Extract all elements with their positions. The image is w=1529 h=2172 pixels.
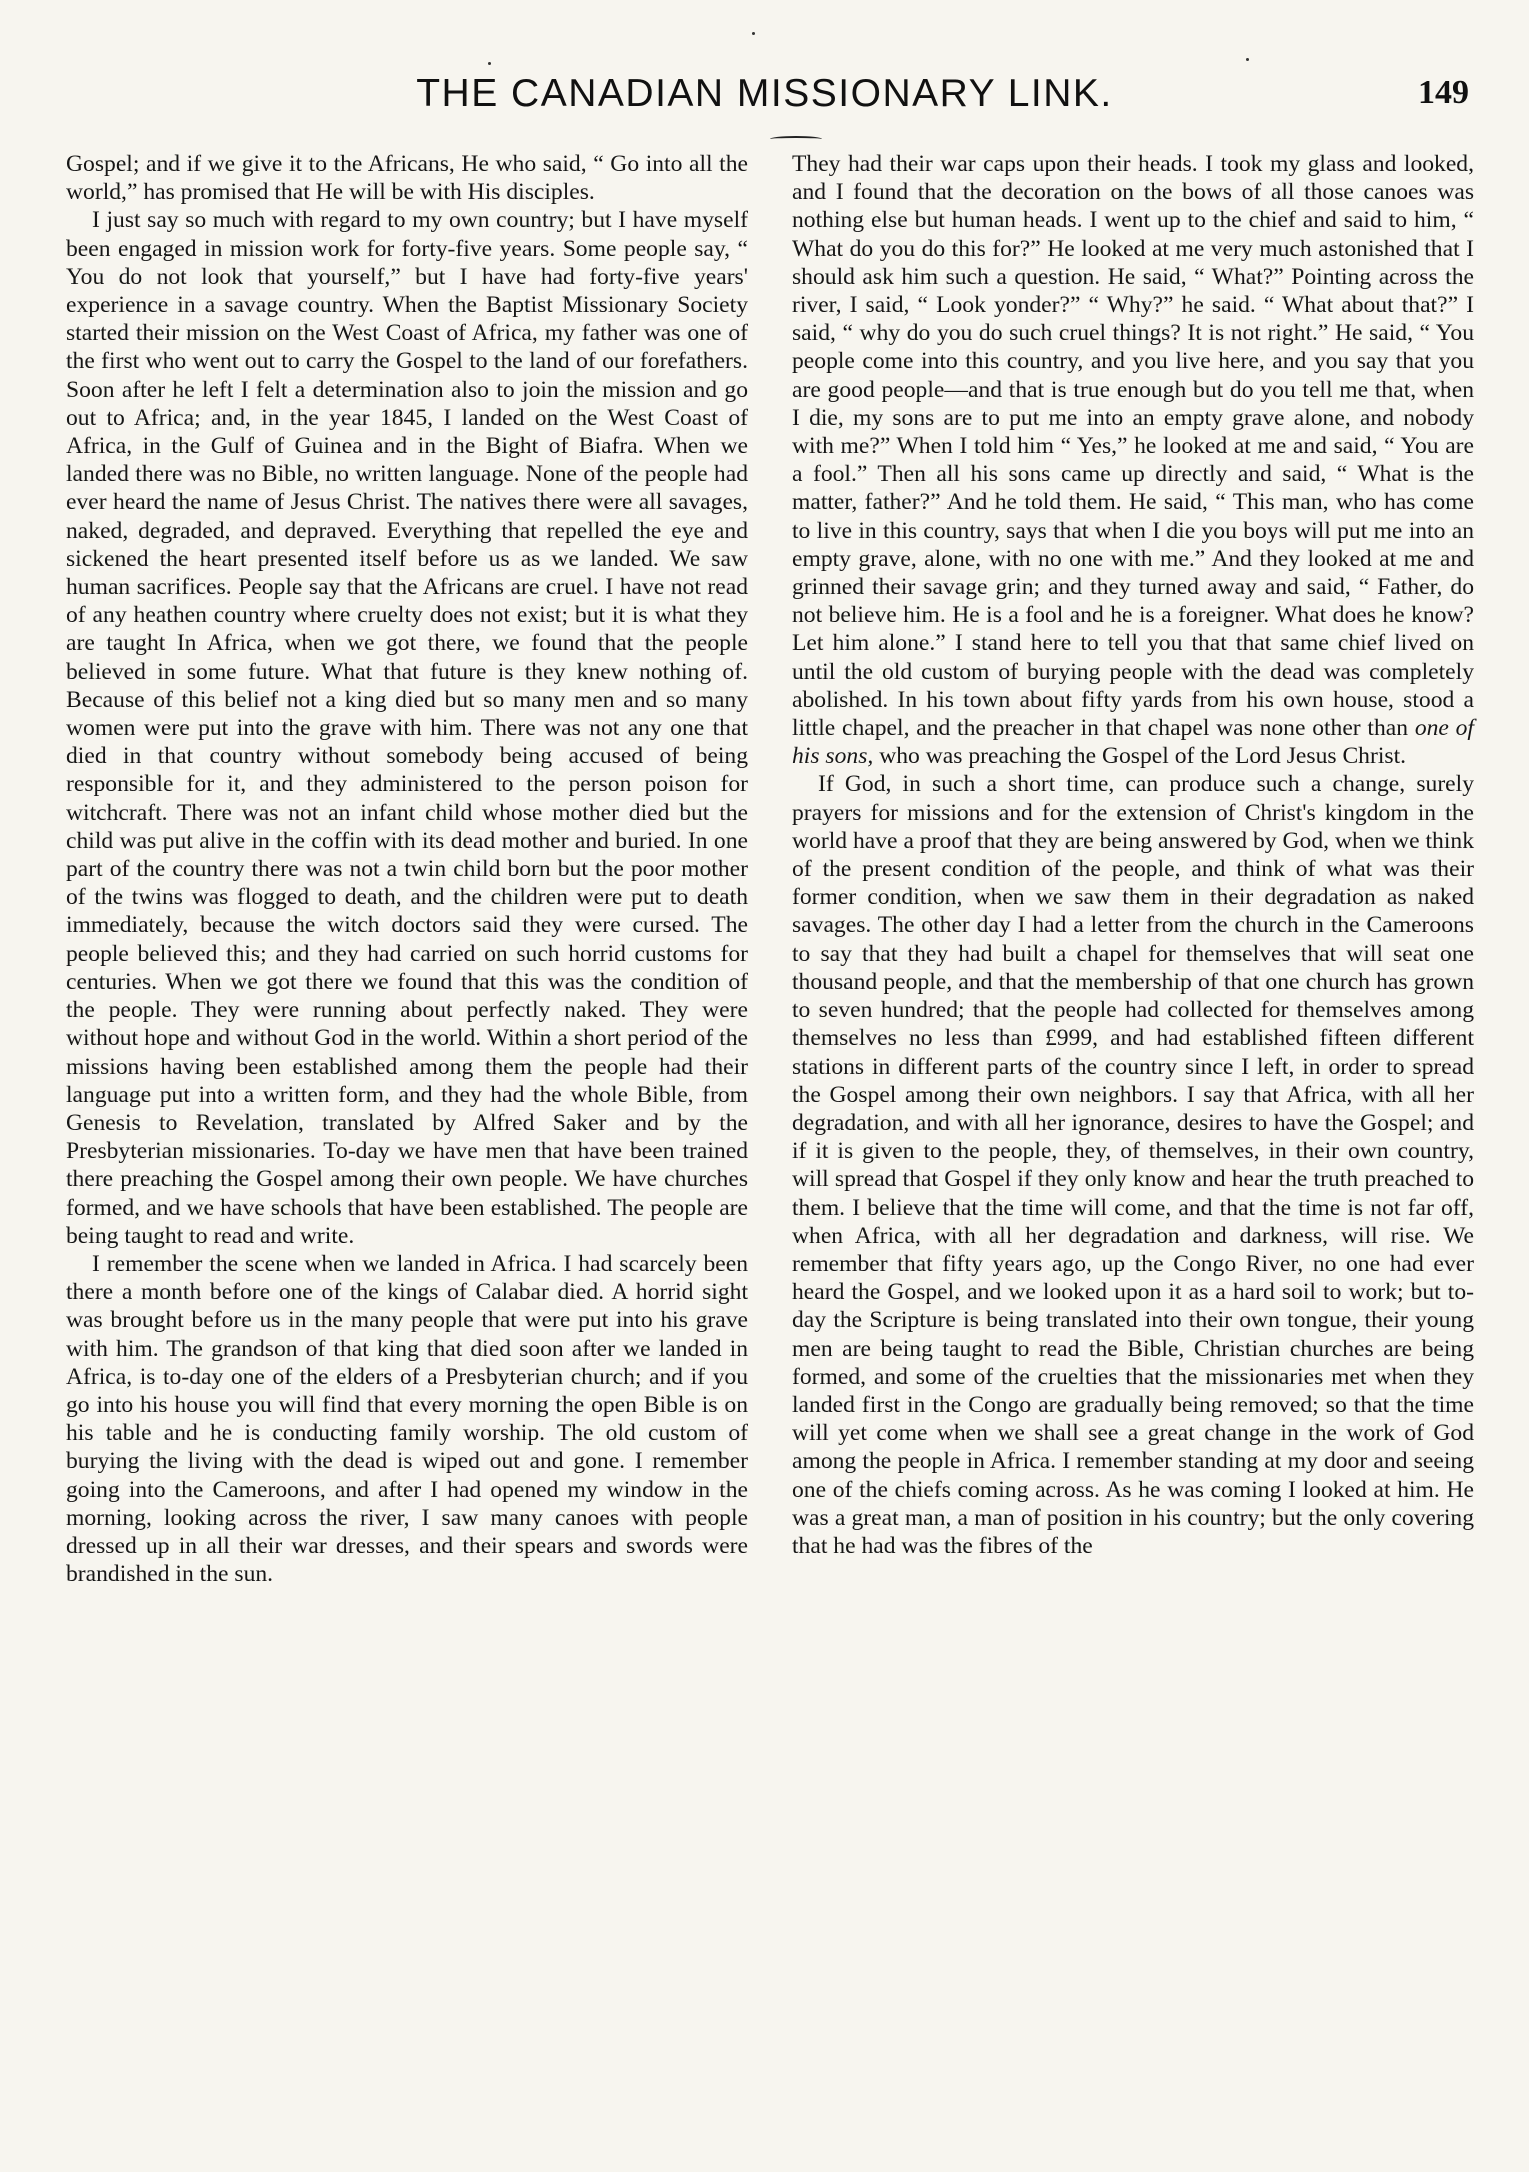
paragraph: Gospel; and if we give it to the Africans, He who said, “ Go into all the world,” has promised that He will be with His disciples.: [66, 151, 748, 206]
page-number: 149: [1418, 74, 1469, 111]
print-speck: [1246, 58, 1249, 61]
periodical-title: THE CANADIAN MISSIONARY LINK.: [416, 72, 1113, 115]
header-ornament: [770, 136, 822, 142]
print-speck: [488, 62, 491, 65]
paragraph: I remember the scene when we landed in Africa. I had scarcely been there a month before one of the kings of Calabar died. A horrid sight was brought before us in the many people that were put into his grave with him. The grandson of that king that died soon after we landed in Africa, is to-day one of the elders of a Presbyterian church; and if you go into his house you will find that every morning the open Bible is on his table and he is conducting family worship. The old custom of burying the living with the dead is wiped out and gone. I remember going into the Cameroons, and after I had opened my window in the morning, looking across the river, I saw many canoes with people dressed up in all their war dresses, and their spears and swords were brandished in the sun.: [66, 1250, 748, 1588]
paragraph: I just say so much with regard to my own country; but I have myself been engaged in mission work for forty-five years. Some people say, “ You do not look that yourself,” but I have had forty-five years' experience in a savage country. When the Baptist Missionary Society started their mission on the West Coast of Africa, my father was one of the first who went out to carry the Gospel to the land of our forefathers. Soon after he left I felt a determination also to join the mission and go out to Africa; and, in the year 1845, I landed on the West Coast of Africa, in the Gulf of Guinea and in the Bight of Biafra. When we landed there was no Bible, no written language. None of the people had ever heard the name of Jesus Christ. The natives there were all savages, naked, degraded, and depraved. Everything that repelled the eye and sickened the heart presented itself before us as we landed. We saw human sacrifices. People say that the Africans are cruel. I have not read of any heathen country where cruelty does not exist; but it is what they are taught In Africa, when we got there, we found that the people believed in some future. What that future is they knew nothing of. Because of this belief not a king died but so many men and so many women were put into the grave with him. There was not any one that died in that country without somebody being accused of being responsible for it, and they administered to the person poison for witchcraft. There was not an infant child whose mother died but the child was put alive in the coffin with its dead mother and buried. In one part of the country there was not a twin child born but the poor mother of the twins was flogged to death, and the children were put to death immediately, because the witch doctors said they were cursed. The people believed this; and they had carried on such horrid customs for centuries. When we got there we found that this was the condition of the people. They were running about perfectly naked. They were without hope and without God in the world. Within a short period of the missions having been established among them the people had their language put into a written form, and they had the whole Bible, from Genesis to Revelation, translated by Alfred Saker and by the Presbyterian missionaries. To-day we have men that have been trained there preaching the Gospel among their own people. We have churches formed, and we have schools that have been established. The people are being taught to read and write.: [66, 207, 748, 1249]
right-column: [792, 150, 1474, 2140]
paragraph-text: They had their war caps upon their heads. I took my glass and looked, and I found that the decoration on the bows of all those canoes was nothing else but human heads. I went up to the chief and said to him, “ What do you do this for?” He looked at me very much astonished that I should ask him such a question. He said, “ What?” Pointing across the river, I said, “ Look yonder?” “ Why?” he said. “ What about that?” I said, “ why do you do such cruel things? It is not right.” He said, “ You people come into this country, and you live here, and you say that you are good people—and that is true enough but do you tell me that, when I die, my sons are to put me into an empty grave alone, and nobody with me?” When I told him “ Yes,” he looked at me and said, “ You are a fool.” Then all his sons came up directly and said, “ What is the matter, father?” And he told them. He said, “ This man, who has come to live in this country, says that when I die you boys will put me into an empty grave, alone, with no one with me.” And they looked at me and grinned their savage grin; and they turned away and said, “ Father, do not believe him. He is a fool and he is a foreigner. What does he know? Let him alone.” I stand here to tell you that that same chief lived on until the old custom of burying people with the dead was completely abolished. In his town about fifty yards from his own house, stood a little chapel, and the preacher in that chapel was none other than: [792, 151, 1474, 742]
print-speck: [752, 32, 755, 35]
paragraph: [792, 150, 1474, 770]
italic-phrase: one of his sons,: [792, 715, 1474, 770]
paragraph-text: who was preaching the Gospel of the Lord Jesus Christ.: [879, 743, 1407, 770]
left-column: [66, 150, 748, 2140]
page-header: [0, 66, 1529, 126]
paragraph: If God, in such a short time, can produce such a change, surely prayers for missions and for the extension of Christ's kingdom in the world have a proof that they are being answered by God, when we think of the present condition of the people, and think of what was their former condition, when we saw them in their degradation as naked savages. The other day I had a letter from the church in the Cameroons to say that they had built a chapel for themselves that will seat one thousand people, and that the membership of that one church has grown to seven hundred; that the people had collected for themselves among themselves no less than £999, and had established fifteen different stations in different parts of the country since I left, in order to spread the Gospel among their own neighbors. I say that Africa, with all her degradation, and with all her ignorance, desires to have the Gospel; and if it is given to the people, they, of themselves, in their own country, will spread that Gospel if they only know and hear the truth preached to them. I believe that the time will come, and that the time is not far off, when Africa, with all her degradation and darkness, will rise. We remember that fifty years ago, up the Congo River, no one had ever heard the Gospel, and we looked upon it as a hard soil to work; but to-day the Scripture is being translated into their own tongue, their young men are being taught to read the Bible, Christian churches are being formed, and some of the cruelties that the missionaries met when they landed first in the Congo are gradually being removed; so that the time will yet come when we shall see a great change in the work of God among the people in Africa. I remember standing at my door and seeing one of the chiefs coming across. As he was coming I looked at him. He was a great man, a man of position in his country; but the only covering that he had was the fibres of the: [792, 771, 1474, 1559]
